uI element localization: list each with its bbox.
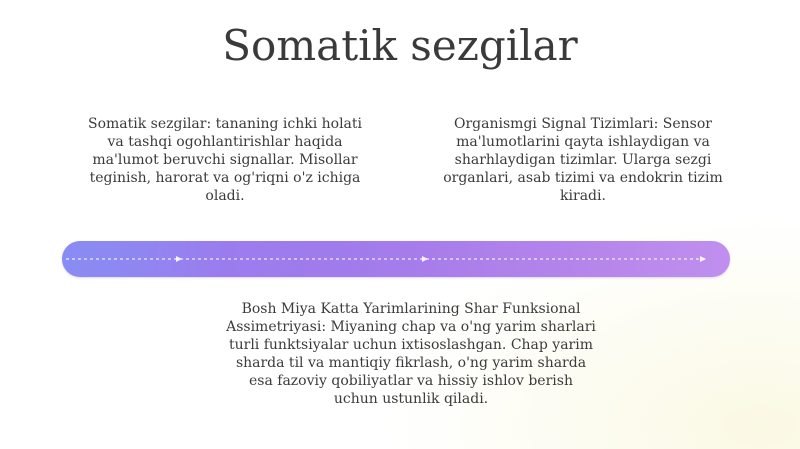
timeline-line: [62, 241, 730, 277]
text-block-hemisphere-asymmetry: Bosh Miya Katta Yarimlarining Shar Funksional Assimetriyasi: Miyaning chap va o'ng yarim sharlari turli funktsiyalar uchun ixtisoslashgan. Chap yarim sharda til va mantiqiy fikrlash, o'ng yarim sharda esa fazoviy qobiliyatlar va hissiy ishlov berish uchun ustunlik qiladi.: [226, 301, 596, 407]
arrow-right-icon: [422, 256, 428, 262]
arrow-right-icon: [176, 256, 182, 262]
text-block-signal-systems: Organismgi Signal Tizimlari: Sensor ma'lumotlarini qayta ishlaydigan va sharhlaydigan tizimlar. Ularga sezgi organlari, asab tizimi va endokrin tizim kiradi.: [443, 116, 723, 204]
page-title: Somatik sezgilar: [222, 21, 578, 70]
arrow-right-icon: [700, 256, 706, 262]
timeline-bar: [62, 241, 730, 277]
text-block-somatic-sensations: Somatik sezgilar: tananing ichki holati va tashqi ogohlantirishlar haqida ma'lumot beruvchi signallar. Misollar teginish, harorat va og'riqni o'z ichiga oladi.: [87, 116, 363, 204]
